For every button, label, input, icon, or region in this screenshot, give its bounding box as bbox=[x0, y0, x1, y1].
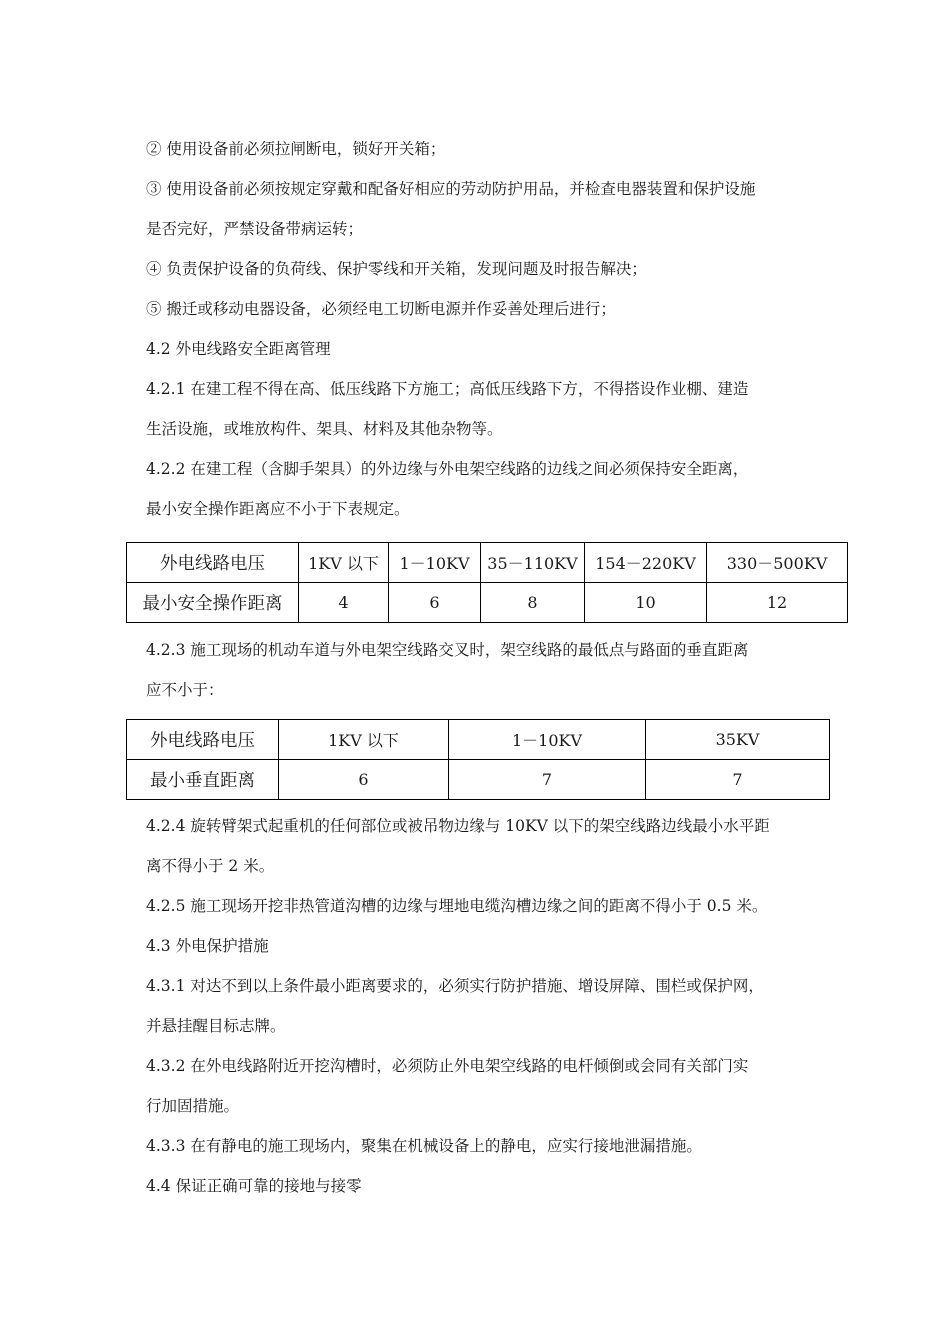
text-line: ⑤ 搬迁或移动电器设备，必须经电工切断电源并作妥善处理后进行； bbox=[146, 300, 616, 318]
text-line: 4.2.1 在建工程不得在高、低压线路下方施工；高低压线路下方，不得搭设作业棚、建造 bbox=[146, 380, 749, 398]
table-cell: 1KV 以下 bbox=[279, 720, 449, 760]
text-line: ④ 负责保护设备的负荷线、保护零线和开关箱，发现问题及时报告解决； bbox=[146, 260, 647, 278]
text-line: 4.2.4 旋转臂架式起重机的任何部位或被吊物边缘与 10KV 以下的架空线路边线最小水平距 bbox=[146, 817, 770, 835]
table-cell: 1－10KV bbox=[389, 543, 481, 583]
table-cell: 330－500KV bbox=[707, 543, 848, 583]
table-row bbox=[127, 760, 830, 800]
table-cell: 外电线路电压 bbox=[127, 720, 279, 760]
table-cell: 最小安全操作距离 bbox=[127, 583, 299, 623]
table-row bbox=[127, 720, 830, 760]
table-cell: 1KV 以下 bbox=[299, 543, 389, 583]
table-cell: 154－220KV bbox=[585, 543, 707, 583]
text-line: 离不得小于 2 米。 bbox=[146, 857, 275, 875]
text-line: 4.2.3 施工现场的机动车道与外电架空线路交叉时，架空线路的最低点与路面的垂直距离 bbox=[146, 641, 749, 659]
section-heading: 4.3 外电保护措施 bbox=[146, 937, 269, 955]
text-line: 应不小于： bbox=[146, 681, 224, 699]
table-row bbox=[127, 583, 848, 623]
table-cell: 7 bbox=[449, 760, 646, 800]
safety-distance-table bbox=[126, 542, 848, 623]
table-cell: 6 bbox=[279, 760, 449, 800]
section-heading: 4.2 外电线路安全距离管理 bbox=[146, 340, 331, 358]
text-line: 4.3.3 在有静电的施工现场内，聚集在机械设备上的静电，应实行接地泄漏措施。 bbox=[146, 1137, 702, 1155]
table-row bbox=[127, 543, 848, 583]
text-line: 4.3.1 对达不到以上条件最小距离要求的，必须实行防护措施、增设屏障、围栏或保护网， bbox=[146, 977, 764, 995]
text-line: 4.3.2 在外电线路附近开挖沟槽时，必须防止外电架空线路的电杆倾倒或会同有关部门实 bbox=[146, 1057, 749, 1075]
table-cell: 10 bbox=[585, 583, 707, 623]
text-line: 行加固措施。 bbox=[146, 1097, 240, 1115]
table-cell: 35KV bbox=[646, 720, 830, 760]
text-line: 生活设施，或堆放构件、架具、材料及其他杂物等。 bbox=[146, 420, 503, 438]
text-line: 4.2.2 在建工程（含脚手架具）的外边缘与外电架空线路的边线之间必须保持安全距离， bbox=[146, 460, 749, 478]
text-line: ③ 使用设备前必须按规定穿戴和配备好相应的劳动防护用品，并检查电器装置和保护设施 bbox=[146, 180, 756, 198]
table-cell: 外电线路电压 bbox=[127, 543, 299, 583]
table-cell: 4 bbox=[299, 583, 389, 623]
table-cell: 12 bbox=[707, 583, 848, 623]
table-cell: 35－110KV bbox=[481, 543, 585, 583]
table-cell: 8 bbox=[481, 583, 585, 623]
text-line: 4.2.5 施工现场开挖非热管道沟槽的边缘与埋地电缆沟槽边缘之间的距离不得小于 0.5 米。 bbox=[146, 897, 768, 915]
text-line: 最小安全操作距离应不小于下表规定。 bbox=[146, 500, 410, 518]
vertical-distance-table bbox=[126, 719, 830, 800]
table-cell: 1－10KV bbox=[449, 720, 646, 760]
text-line: ② 使用设备前必须拉闸断电，锁好开关箱； bbox=[146, 140, 446, 158]
text-line: 并悬挂醒目标志牌。 bbox=[146, 1017, 286, 1035]
table-cell: 最小垂直距离 bbox=[127, 760, 279, 800]
text-line: 是否完好，严禁设备带病运转； bbox=[146, 220, 364, 238]
section-heading: 4.4 保证正确可靠的接地与接零 bbox=[146, 1177, 362, 1195]
table-cell: 6 bbox=[389, 583, 481, 623]
table-cell: 7 bbox=[646, 760, 830, 800]
